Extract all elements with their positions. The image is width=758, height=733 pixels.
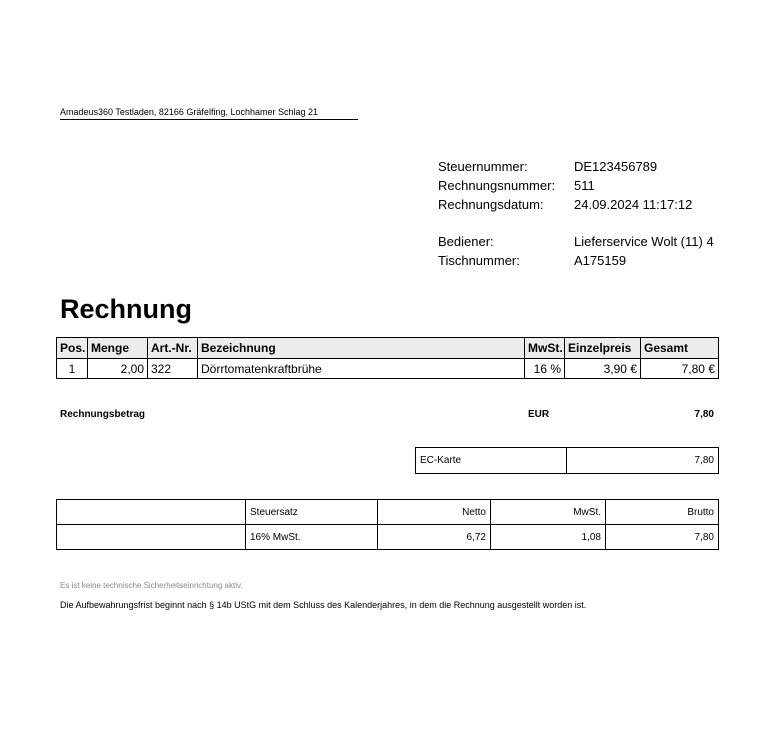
col-header-pos: Pos. xyxy=(57,338,88,359)
table-number-value: A175159 xyxy=(574,253,627,268)
col-header-quantity: Menge xyxy=(88,338,148,359)
payment-table xyxy=(415,447,719,474)
item-description: Dörrtomatenkraftbrühe xyxy=(198,359,525,379)
item-total: 7,80 € xyxy=(641,359,719,379)
tax-header-gross: Brutto xyxy=(606,500,719,525)
col-header-unit-price: Einzelpreis xyxy=(565,338,641,359)
tax-header-rate: Steuersatz xyxy=(246,500,378,525)
tax-gross: 7,80 xyxy=(606,525,719,550)
table-row xyxy=(57,359,719,379)
tax-net: 6,72 xyxy=(378,525,491,550)
col-header-description: Bezeichnung xyxy=(198,338,525,359)
operator-label: Bediener: xyxy=(438,234,494,249)
tax-vat: 1,08 xyxy=(491,525,606,550)
invoice-total-amount: 7,80 xyxy=(694,409,714,420)
tax-blank-cell xyxy=(57,500,246,525)
tax-header-row xyxy=(57,500,719,525)
col-header-article-number: Art.-Nr. xyxy=(148,338,198,359)
invoice-number-value: 511 xyxy=(574,178,595,193)
tax-number-label: Steuernummer: xyxy=(438,159,528,174)
invoice-date-value: 24.09.2024 11:17:12 xyxy=(574,197,693,212)
table-row xyxy=(57,525,719,550)
invoice-number-label: Rechnungsnummer: xyxy=(438,178,556,193)
tax-blank-cell xyxy=(57,525,246,550)
security-note: Es ist keine technische Sicherheitseinrichtung aktiv. xyxy=(60,581,243,590)
retention-note: Die Aufbewahrungsfrist beginnt nach § 14b UStG mit dem Schluss des Kalenderjahres, in dem die Rechnung ausgestellt worden ist. xyxy=(60,600,587,610)
line-items-header-row xyxy=(57,338,719,359)
page-title: Rechnung xyxy=(60,294,192,324)
item-pos: 1 xyxy=(57,359,88,379)
item-quantity: 2,00 xyxy=(88,359,148,379)
tax-rate: 16% MwSt. xyxy=(246,525,378,550)
tax-header-vat: MwSt. xyxy=(491,500,606,525)
table-number-label: Tischnummer: xyxy=(438,253,520,268)
line-items-table xyxy=(56,337,719,379)
operator-value: Lieferservice Wolt (11) 4 xyxy=(574,234,714,249)
tax-number-value: DE123456789 xyxy=(574,159,658,174)
tax-header-net: Netto xyxy=(378,500,491,525)
payment-amount: 7,80 xyxy=(567,448,719,474)
col-header-vat: MwSt. xyxy=(525,338,565,359)
item-unit-price: 3,90 € xyxy=(565,359,641,379)
invoice-total-label: Rechnungsbetrag xyxy=(60,409,146,420)
col-header-total: Gesamt xyxy=(641,338,719,359)
item-vat: 16 % xyxy=(525,359,565,379)
invoice-date-label: Rechnungsdatum: xyxy=(438,197,544,212)
invoice-total-currency: EUR xyxy=(528,409,550,420)
sender-address-line: Amadeus360 Testladen, 82166 Gräfelfing, Lochhamer Schlag 21 xyxy=(60,106,358,120)
payment-method: EC-Karte xyxy=(416,448,567,474)
tax-summary-table xyxy=(56,499,719,550)
item-article-number: 322 xyxy=(148,359,198,379)
table-row xyxy=(416,448,719,474)
